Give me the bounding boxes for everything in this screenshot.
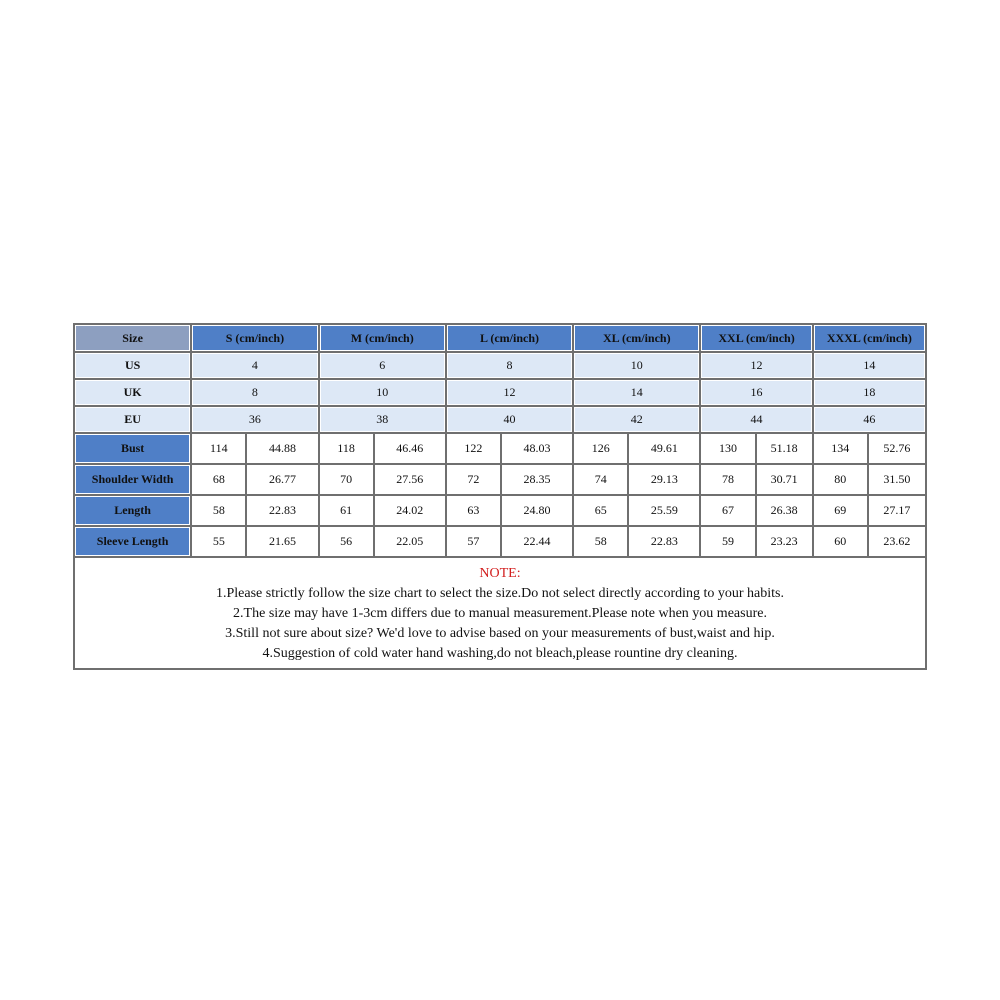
length-cm: 69 xyxy=(813,495,868,526)
us-size-value: 14 xyxy=(813,352,926,379)
note-title: NOTE: xyxy=(479,566,521,581)
shoulder-inch: 29.13 xyxy=(628,464,700,495)
eu-size-value: 46 xyxy=(813,406,926,433)
note-line: 3.Still not sure about size? We'd love to advise based on your measurements of bust,waist and hip. xyxy=(225,626,775,641)
length-inch: 24.80 xyxy=(501,495,573,526)
size-header-xxxl: XXXL (cm/inch) xyxy=(813,324,926,352)
row-label-bust: Bust xyxy=(74,433,191,464)
bust-cm: 114 xyxy=(191,433,246,464)
row-label-us: US xyxy=(74,352,191,379)
us-size-value: 12 xyxy=(700,352,812,379)
sleeve-inch: 21.65 xyxy=(246,526,318,557)
size-header-m: M (cm/inch) xyxy=(319,324,446,352)
bust-cm: 134 xyxy=(813,433,868,464)
shoulder-cm: 68 xyxy=(191,464,246,495)
table-row xyxy=(74,495,926,526)
uk-size-value: 14 xyxy=(573,379,700,406)
shoulder-cm: 80 xyxy=(813,464,868,495)
shoulder-inch: 30.71 xyxy=(756,464,813,495)
size-table xyxy=(73,323,927,670)
header-row xyxy=(74,324,926,352)
size-chart xyxy=(73,323,927,670)
length-cm: 67 xyxy=(700,495,755,526)
bust-inch: 44.88 xyxy=(246,433,318,464)
sleeve-cm: 56 xyxy=(319,526,374,557)
length-cm: 61 xyxy=(319,495,374,526)
length-inch: 26.38 xyxy=(756,495,813,526)
eu-size-value: 44 xyxy=(700,406,812,433)
eu-size-value: 36 xyxy=(191,406,318,433)
shoulder-cm: 70 xyxy=(319,464,374,495)
sleeve-inch: 23.62 xyxy=(868,526,926,557)
note-row xyxy=(74,557,926,669)
us-size-value: 6 xyxy=(319,352,446,379)
bust-cm: 126 xyxy=(573,433,628,464)
bust-inch: 48.03 xyxy=(501,433,573,464)
shoulder-cm: 74 xyxy=(573,464,628,495)
shoulder-inch: 26.77 xyxy=(246,464,318,495)
row-label-eu: EU xyxy=(74,406,191,433)
sleeve-cm: 60 xyxy=(813,526,868,557)
row-label-sleeve-length: Sleeve Length xyxy=(74,526,191,557)
bust-cm: 122 xyxy=(446,433,501,464)
uk-size-value: 16 xyxy=(700,379,812,406)
table-row xyxy=(74,406,926,433)
length-inch: 25.59 xyxy=(628,495,700,526)
sleeve-inch: 22.05 xyxy=(374,526,446,557)
bust-inch: 49.61 xyxy=(628,433,700,464)
table-row xyxy=(74,526,926,557)
shoulder-cm: 72 xyxy=(446,464,501,495)
note-line: 2.The size may have 1-3cm differs due to manual measurement.Please note when you measure. xyxy=(233,606,767,621)
uk-size-value: 10 xyxy=(319,379,446,406)
sleeve-inch: 23.23 xyxy=(756,526,813,557)
row-label-length: Length xyxy=(74,495,191,526)
bust-cm: 130 xyxy=(700,433,755,464)
table-row xyxy=(74,464,926,495)
bust-cm: 118 xyxy=(319,433,374,464)
table-row xyxy=(74,352,926,379)
us-size-value: 10 xyxy=(573,352,700,379)
table-row xyxy=(74,433,926,464)
shoulder-cm: 78 xyxy=(700,464,755,495)
size-header-xl: XL (cm/inch) xyxy=(573,324,700,352)
length-cm: 58 xyxy=(191,495,246,526)
us-size-value: 8 xyxy=(446,352,573,379)
length-cm: 63 xyxy=(446,495,501,526)
row-label-shoulder-width: Shoulder Width xyxy=(74,464,191,495)
bust-inch: 51.18 xyxy=(756,433,813,464)
corner-label: Size xyxy=(74,324,191,352)
sleeve-inch: 22.44 xyxy=(501,526,573,557)
uk-size-value: 8 xyxy=(191,379,318,406)
note-line: 1.Please strictly follow the size chart to select the size.Do not select directly according to your habits. xyxy=(216,586,784,601)
shoulder-inch: 28.35 xyxy=(501,464,573,495)
sleeve-inch: 22.83 xyxy=(628,526,700,557)
row-label-uk: UK xyxy=(74,379,191,406)
bust-inch: 52.76 xyxy=(868,433,926,464)
eu-size-value: 42 xyxy=(573,406,700,433)
uk-size-value: 18 xyxy=(813,379,926,406)
sleeve-cm: 58 xyxy=(573,526,628,557)
length-inch: 27.17 xyxy=(868,495,926,526)
table-row xyxy=(74,379,926,406)
sleeve-cm: 59 xyxy=(700,526,755,557)
shoulder-inch: 27.56 xyxy=(374,464,446,495)
bust-inch: 46.46 xyxy=(374,433,446,464)
sleeve-cm: 55 xyxy=(191,526,246,557)
length-cm: 65 xyxy=(573,495,628,526)
uk-size-value: 12 xyxy=(446,379,573,406)
length-inch: 22.83 xyxy=(246,495,318,526)
shoulder-inch: 31.50 xyxy=(868,464,926,495)
note-box xyxy=(74,557,926,669)
size-header-l: L (cm/inch) xyxy=(446,324,573,352)
us-size-value: 4 xyxy=(191,352,318,379)
size-header-xxl: XXL (cm/inch) xyxy=(700,324,812,352)
sleeve-cm: 57 xyxy=(446,526,501,557)
length-inch: 24.02 xyxy=(374,495,446,526)
eu-size-value: 38 xyxy=(319,406,446,433)
size-header-s: S (cm/inch) xyxy=(191,324,318,352)
note-line: 4.Suggestion of cold water hand washing,do not bleach,please rountine dry cleaning. xyxy=(262,646,738,661)
eu-size-value: 40 xyxy=(446,406,573,433)
